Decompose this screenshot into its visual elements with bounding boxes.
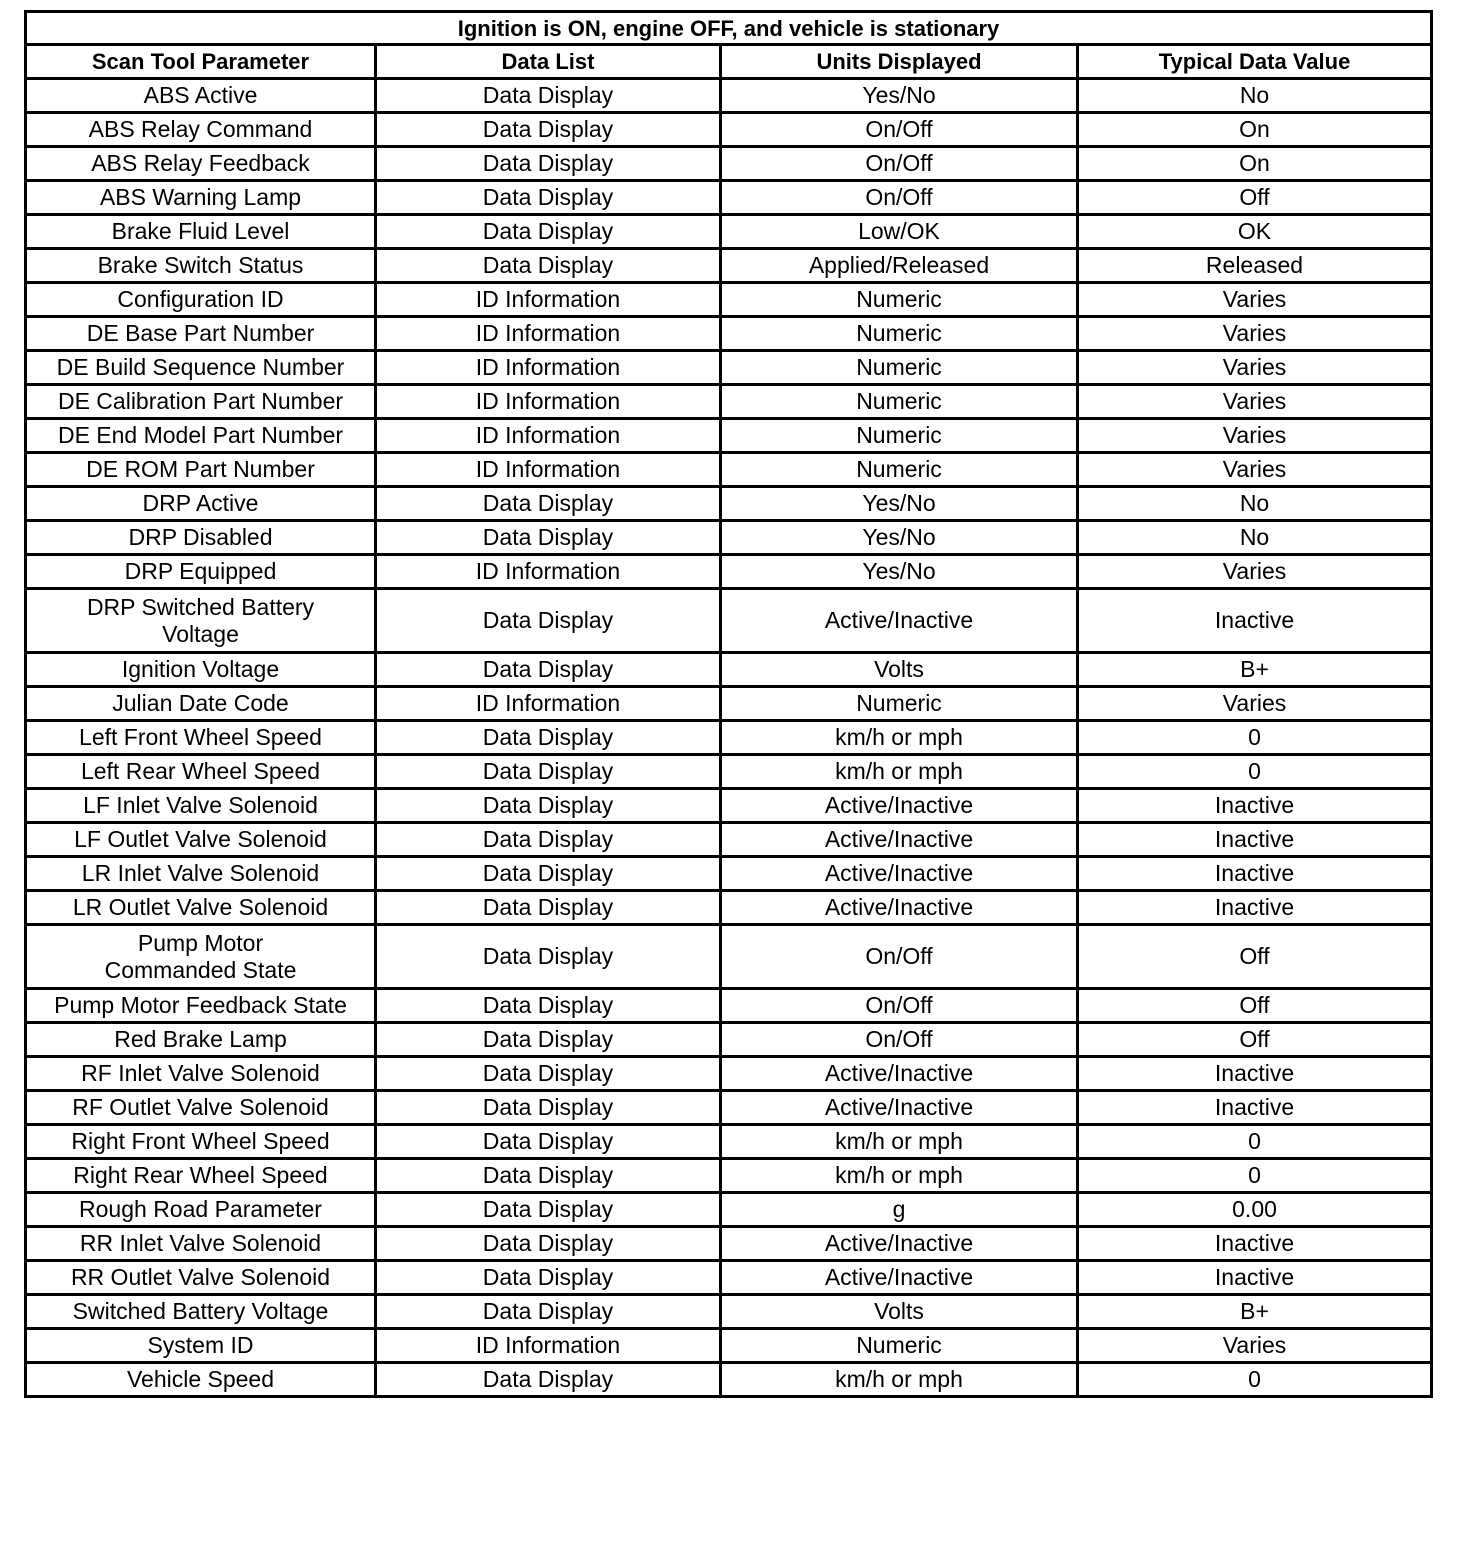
- cell-typical-value: Inactive: [1078, 891, 1432, 925]
- cell-data-list: Data Display: [376, 1125, 721, 1159]
- cell-parameter: DE Base Part Number: [26, 317, 376, 351]
- cell-parameter: LR Inlet Valve Solenoid: [26, 857, 376, 891]
- cell-units: On/Off: [721, 989, 1078, 1023]
- cell-typical-value: Varies: [1078, 385, 1432, 419]
- cell-data-list: Data Display: [376, 1193, 721, 1227]
- cell-parameter: Configuration ID: [26, 283, 376, 317]
- cell-data-list: Data Display: [376, 1363, 721, 1397]
- table-row: [26, 249, 1432, 283]
- table-row: [26, 283, 1432, 317]
- cell-units: Yes/No: [721, 487, 1078, 521]
- cell-data-list: Data Display: [376, 925, 721, 989]
- table-row: [26, 1023, 1432, 1057]
- cell-typical-value: Varies: [1078, 687, 1432, 721]
- table-row: [26, 653, 1432, 687]
- cell-data-list: ID Information: [376, 317, 721, 351]
- cell-parameter: LR Outlet Valve Solenoid: [26, 891, 376, 925]
- cell-parameter: Switched Battery Voltage: [26, 1295, 376, 1329]
- table-row: [26, 1329, 1432, 1363]
- cell-parameter: DRP Active: [26, 487, 376, 521]
- cell-parameter: Left Front Wheel Speed: [26, 721, 376, 755]
- cell-data-list: ID Information: [376, 351, 721, 385]
- cell-parameter: DE Build Sequence Number: [26, 351, 376, 385]
- cell-units: km/h or mph: [721, 1159, 1078, 1193]
- cell-typical-value: Varies: [1078, 317, 1432, 351]
- table-row: [26, 789, 1432, 823]
- cell-units: Numeric: [721, 419, 1078, 453]
- cell-typical-value: Inactive: [1078, 589, 1432, 653]
- table-header-row: [26, 45, 1432, 79]
- cell-data-list: ID Information: [376, 419, 721, 453]
- cell-data-list: Data Display: [376, 215, 721, 249]
- cell-parameter: Right Front Wheel Speed: [26, 1125, 376, 1159]
- table-row: [26, 755, 1432, 789]
- table-row: [26, 687, 1432, 721]
- table-row: [26, 1057, 1432, 1091]
- header-data-list: Data List: [376, 45, 721, 79]
- cell-data-list: Data Display: [376, 1295, 721, 1329]
- cell-parameter: LF Inlet Valve Solenoid: [26, 789, 376, 823]
- table-row: [26, 181, 1432, 215]
- cell-typical-value: Off: [1078, 989, 1432, 1023]
- cell-data-list: Data Display: [376, 857, 721, 891]
- cell-parameter: DE ROM Part Number: [26, 453, 376, 487]
- cell-data-list: Data Display: [376, 989, 721, 1023]
- cell-typical-value: Released: [1078, 249, 1432, 283]
- cell-units: Yes/No: [721, 555, 1078, 589]
- cell-units: Numeric: [721, 283, 1078, 317]
- cell-parameter: Brake Fluid Level: [26, 215, 376, 249]
- table-row: [26, 385, 1432, 419]
- cell-data-list: Data Display: [376, 1091, 721, 1125]
- cell-units: Numeric: [721, 1329, 1078, 1363]
- cell-typical-value: Varies: [1078, 351, 1432, 385]
- cell-units: Active/Inactive: [721, 823, 1078, 857]
- cell-data-list: Data Display: [376, 823, 721, 857]
- cell-typical-value: 0: [1078, 1363, 1432, 1397]
- cell-parameter: Julian Date Code: [26, 687, 376, 721]
- cell-typical-value: 0: [1078, 755, 1432, 789]
- cell-parameter: RF Outlet Valve Solenoid: [26, 1091, 376, 1125]
- cell-typical-value: No: [1078, 79, 1432, 113]
- header-units-displayed: Units Displayed: [721, 45, 1078, 79]
- cell-parameter: ABS Relay Command: [26, 113, 376, 147]
- cell-data-list: Data Display: [376, 147, 721, 181]
- cell-parameter: Pump Motor Feedback State: [26, 989, 376, 1023]
- cell-parameter: Red Brake Lamp: [26, 1023, 376, 1057]
- cell-units: Active/Inactive: [721, 789, 1078, 823]
- cell-data-list: ID Information: [376, 687, 721, 721]
- table-caption-row: [26, 12, 1432, 45]
- cell-parameter: LF Outlet Valve Solenoid: [26, 823, 376, 857]
- cell-units: Volts: [721, 653, 1078, 687]
- cell-units: Active/Inactive: [721, 1261, 1078, 1295]
- cell-data-list: Data Display: [376, 755, 721, 789]
- header-scan-tool-parameter: Scan Tool Parameter: [26, 45, 376, 79]
- cell-data-list: Data Display: [376, 653, 721, 687]
- cell-data-list: ID Information: [376, 283, 721, 317]
- cell-typical-value: Inactive: [1078, 1227, 1432, 1261]
- cell-units: Active/Inactive: [721, 1057, 1078, 1091]
- table-row: [26, 857, 1432, 891]
- cell-units: Active/Inactive: [721, 857, 1078, 891]
- cell-data-list: Data Display: [376, 521, 721, 555]
- cell-data-list: Data Display: [376, 1057, 721, 1091]
- table-row: [26, 1091, 1432, 1125]
- cell-parameter: DE End Model Part Number: [26, 419, 376, 453]
- cell-units: Numeric: [721, 351, 1078, 385]
- scan-tool-data-table: [24, 10, 1433, 1398]
- table-row: [26, 1295, 1432, 1329]
- cell-units: km/h or mph: [721, 755, 1078, 789]
- cell-data-list: Data Display: [376, 789, 721, 823]
- table-row: [26, 925, 1432, 989]
- cell-data-list: Data Display: [376, 1023, 721, 1057]
- cell-parameter: Ignition Voltage: [26, 653, 376, 687]
- cell-data-list: Data Display: [376, 891, 721, 925]
- table-row: [26, 721, 1432, 755]
- cell-parameter: RR Inlet Valve Solenoid: [26, 1227, 376, 1261]
- cell-parameter: ABS Warning Lamp: [26, 181, 376, 215]
- scan-tool-data-table-container: [24, 10, 1430, 1398]
- cell-typical-value: Varies: [1078, 555, 1432, 589]
- cell-typical-value: 0.00: [1078, 1193, 1432, 1227]
- cell-data-list: Data Display: [376, 79, 721, 113]
- table-row: [26, 1193, 1432, 1227]
- cell-units: km/h or mph: [721, 721, 1078, 755]
- table-row: [26, 555, 1432, 589]
- table-row: [26, 1227, 1432, 1261]
- cell-typical-value: No: [1078, 487, 1432, 521]
- table-row: [26, 989, 1432, 1023]
- cell-parameter: DRP Disabled: [26, 521, 376, 555]
- cell-typical-value: OK: [1078, 215, 1432, 249]
- cell-units: Active/Inactive: [721, 1091, 1078, 1125]
- table-row: [26, 1159, 1432, 1193]
- cell-typical-value: On: [1078, 147, 1432, 181]
- cell-units: Numeric: [721, 687, 1078, 721]
- cell-typical-value: On: [1078, 113, 1432, 147]
- cell-units: Numeric: [721, 317, 1078, 351]
- cell-typical-value: Inactive: [1078, 1091, 1432, 1125]
- cell-units: On/Off: [721, 1023, 1078, 1057]
- cell-units: Active/Inactive: [721, 1227, 1078, 1261]
- cell-parameter: Rough Road Parameter: [26, 1193, 376, 1227]
- cell-units: Numeric: [721, 385, 1078, 419]
- cell-units: Low/OK: [721, 215, 1078, 249]
- table-row: [26, 147, 1432, 181]
- cell-parameter: Vehicle Speed: [26, 1363, 376, 1397]
- cell-parameter: RF Inlet Valve Solenoid: [26, 1057, 376, 1091]
- table-row: [26, 487, 1432, 521]
- cell-parameter: Brake Switch Status: [26, 249, 376, 283]
- cell-units: On/Off: [721, 147, 1078, 181]
- table-row: [26, 113, 1432, 147]
- cell-typical-value: Varies: [1078, 283, 1432, 317]
- cell-units: km/h or mph: [721, 1363, 1078, 1397]
- cell-parameter: ABS Relay Feedback: [26, 147, 376, 181]
- cell-units: km/h or mph: [721, 1125, 1078, 1159]
- header-typical-data-value: Typical Data Value: [1078, 45, 1432, 79]
- cell-typical-value: B+: [1078, 1295, 1432, 1329]
- cell-parameter: DE Calibration Part Number: [26, 385, 376, 419]
- cell-data-list: Data Display: [376, 1227, 721, 1261]
- cell-typical-value: Varies: [1078, 1329, 1432, 1363]
- cell-parameter: Left Rear Wheel Speed: [26, 755, 376, 789]
- table-body: [26, 79, 1432, 1397]
- cell-data-list: Data Display: [376, 589, 721, 653]
- table-row: [26, 419, 1432, 453]
- table-row: [26, 589, 1432, 653]
- cell-units: Volts: [721, 1295, 1078, 1329]
- cell-typical-value: 0: [1078, 1159, 1432, 1193]
- table-row: [26, 823, 1432, 857]
- cell-units: Yes/No: [721, 79, 1078, 113]
- cell-typical-value: B+: [1078, 653, 1432, 687]
- cell-data-list: Data Display: [376, 1261, 721, 1295]
- cell-parameter: RR Outlet Valve Solenoid: [26, 1261, 376, 1295]
- cell-data-list: Data Display: [376, 1159, 721, 1193]
- cell-parameter: ABS Active: [26, 79, 376, 113]
- cell-units: On/Off: [721, 925, 1078, 989]
- cell-parameter: Right Rear Wheel Speed: [26, 1159, 376, 1193]
- cell-data-list: Data Display: [376, 181, 721, 215]
- cell-typical-value: Varies: [1078, 419, 1432, 453]
- cell-units: g: [721, 1193, 1078, 1227]
- cell-units: Active/Inactive: [721, 589, 1078, 653]
- table-row: [26, 215, 1432, 249]
- cell-data-list: ID Information: [376, 555, 721, 589]
- cell-data-list: Data Display: [376, 721, 721, 755]
- cell-data-list: Data Display: [376, 249, 721, 283]
- cell-data-list: Data Display: [376, 113, 721, 147]
- cell-units: Yes/No: [721, 521, 1078, 555]
- cell-data-list: ID Information: [376, 1329, 721, 1363]
- cell-units: On/Off: [721, 113, 1078, 147]
- cell-typical-value: Varies: [1078, 453, 1432, 487]
- cell-units: Active/Inactive: [721, 891, 1078, 925]
- table-row: [26, 1125, 1432, 1159]
- cell-parameter: DRP Switched Battery Voltage: [26, 589, 376, 653]
- cell-data-list: ID Information: [376, 385, 721, 419]
- table-row: [26, 891, 1432, 925]
- table-row: [26, 1261, 1432, 1295]
- cell-typical-value: Off: [1078, 925, 1432, 989]
- cell-typical-value: Inactive: [1078, 857, 1432, 891]
- cell-parameter: DRP Equipped: [26, 555, 376, 589]
- cell-typical-value: Off: [1078, 1023, 1432, 1057]
- cell-typical-value: Inactive: [1078, 1261, 1432, 1295]
- table-row: [26, 1363, 1432, 1397]
- cell-typical-value: Inactive: [1078, 789, 1432, 823]
- cell-typical-value: 0: [1078, 721, 1432, 755]
- cell-typical-value: No: [1078, 521, 1432, 555]
- cell-typical-value: 0: [1078, 1125, 1432, 1159]
- table-row: [26, 79, 1432, 113]
- cell-parameter: System ID: [26, 1329, 376, 1363]
- cell-units: On/Off: [721, 181, 1078, 215]
- cell-data-list: ID Information: [376, 453, 721, 487]
- table-row: [26, 453, 1432, 487]
- cell-typical-value: Inactive: [1078, 1057, 1432, 1091]
- table-row: [26, 317, 1432, 351]
- table-row: [26, 351, 1432, 385]
- cell-units: Numeric: [721, 453, 1078, 487]
- cell-typical-value: Inactive: [1078, 823, 1432, 857]
- cell-typical-value: Off: [1078, 181, 1432, 215]
- cell-parameter: Pump Motor Commanded State: [26, 925, 376, 989]
- cell-data-list: Data Display: [376, 487, 721, 521]
- table-caption: Ignition is ON, engine OFF, and vehicle is stationary: [26, 12, 1432, 45]
- table-row: [26, 521, 1432, 555]
- cell-units: Applied/Released: [721, 249, 1078, 283]
